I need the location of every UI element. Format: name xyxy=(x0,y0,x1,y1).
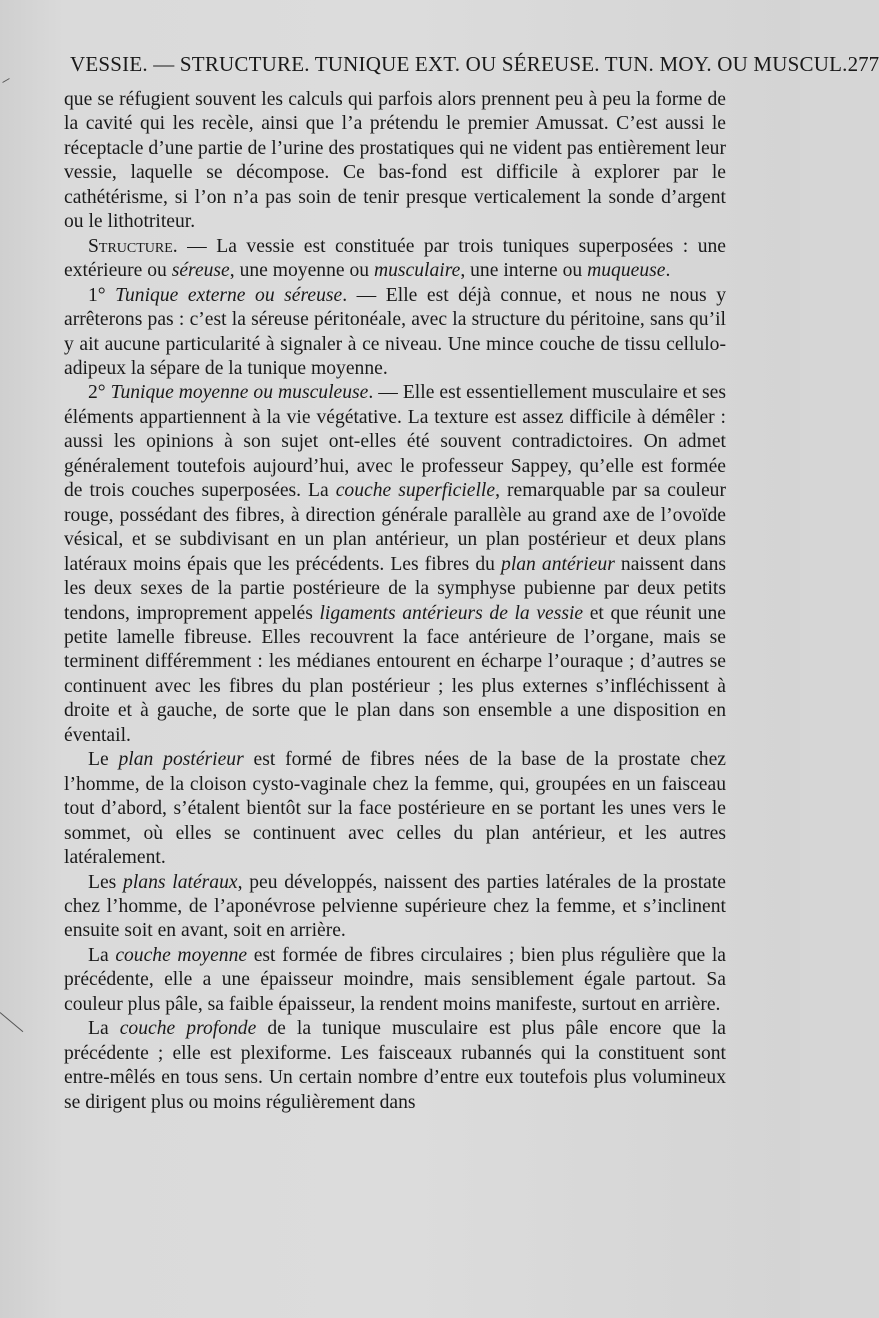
italic-term: musculaire xyxy=(373,260,461,282)
paragraph-p3 xyxy=(64,284,726,382)
italic-term: plan antérieur xyxy=(501,553,615,575)
italic-term: Tunique externe ou séreuse xyxy=(115,284,343,306)
text-run: . — Elle est essentiellement musculaire et ses éléments appartiennent à la vie végétative. La texture est assez difficile à démêler : aussi les opinions à son sujet ont-elles été souvent contradictoires. On admet généralement toutefois aujourd’hui, avec le professeur Sappey, qu’elle est formée de trois couches superposées. La xyxy=(64,382,727,502)
text-run: 1° xyxy=(88,284,116,306)
italic-term: Tunique moyenne ou musculeuse xyxy=(110,382,369,404)
text-run: Le xyxy=(88,749,119,771)
paragraph-p5 xyxy=(64,748,726,870)
italic-term: plans latéraux xyxy=(123,871,238,893)
text-run: Les xyxy=(88,871,124,893)
italic-term: couche superficielle xyxy=(335,480,496,502)
text-run: La xyxy=(88,1018,120,1040)
page-header xyxy=(70,52,879,86)
scan-edge-mark xyxy=(0,1012,23,1032)
paragraph-p4 xyxy=(64,381,726,748)
text-run: , peu développés, naissent des parties latérales de la prostate chez l’homme, de l’aponévrose pelvienne supérieure chez la femme, et s’inclinent ensuite soit en avant, soit en arrière. xyxy=(64,871,726,942)
text-run: , une moyenne ou xyxy=(229,260,374,282)
paragraph-p8 xyxy=(64,1017,726,1115)
italic-term: ligaments antérieurs de la vessie xyxy=(319,602,584,624)
italic-term: muqueuse xyxy=(587,260,666,282)
text-run: , une interne ou xyxy=(460,260,588,282)
text-run: naissent dans les deux sexes de la partie postérieure de la symphyse pubienne par deux petits tendons, improprement appelés xyxy=(64,553,727,624)
italic-term: séreuse xyxy=(171,260,230,282)
text-run: , remarquable par sa couleur rouge, possédant des fibres, à direction générale parallèle au grand axe de l’ovoïde vésical, et se subdivisant en un plan antérieur, un plan postérieur et deux plans latéraux moins épais que les précédents. Les fibres du xyxy=(64,480,726,575)
text-run: et que réunit une petite lamelle fibreuse. Elles recouvrent la face antérieure de l’organe, mais se terminent différemment : les médianes entourent en écharpe l’ouraque ; d’autres se continuent avec les fibres du plan postérieur ; les plus externes s’infléchissent à droite et à gauche, de sorte que le plan dans son ensemble a une disposition en éventail. xyxy=(64,602,726,746)
text-run: que se réfugient souvent les calculs qui parfois alors prennent peu à peu la forme de la cavité qui les recèle, ainsi que l’a prétendu le premier Amussat. C’est aussi le réceptacle d’une partie de l’urine des prostatiques qui ne vident pas entièrement leur vessie, laquelle se décompose. Ce bas-fond est difficile à explorer par le cathétérisme, si l’on n’a pas soin de tenir presque verticalement la sonde d’argent ou le lithotriteur. xyxy=(64,89,726,233)
paragraph-p7 xyxy=(64,944,726,1017)
text-run: La xyxy=(88,944,116,966)
italic-term: couche profonde xyxy=(119,1018,257,1040)
italic-term: couche moyenne xyxy=(115,944,248,966)
text-run: 2° xyxy=(88,382,111,404)
page-number: 277 xyxy=(847,52,879,76)
running-head: VESSIE. — STRUCTURE. TUNIQUE EXT. OU SÉREUSE. TUN. MOY. OU MUSCUL. xyxy=(70,52,848,76)
text-run: . — La vessie est constituée par trois tuniques superposées : une extérieure ou xyxy=(64,235,726,282)
paragraph-p2 xyxy=(64,235,726,284)
italic-term: plan postérieur xyxy=(118,749,244,771)
paragraph-p1 xyxy=(64,88,726,235)
paragraph-p6 xyxy=(64,871,726,944)
section-heading: Structure xyxy=(88,235,173,257)
text-run: de la tunique musculaire est plus pâle encore que la précédente ; elle est plexiforme. Les faisceaux rubannés qui la constituent sont entre-mêlés en tous sens. Un certain nombre d’entre eux toutefois plus volumineux se dirigent plus ou moins régulièrement dans xyxy=(64,1018,726,1113)
text-run: . — Elle est déjà connue, et nous ne nous y arrêterons pas : c’est la séreuse péritonéale, avec la structure du péritoine, sans qu’il y ait aucune particularité à signaler à ce niveau. Une mince couche de tissu cellulo-adipeux la sépare de la tunique moyenne. xyxy=(64,284,726,379)
scan-edge-mark xyxy=(2,78,9,83)
text-run: est formé de fibres nées de la base de la prostate chez l’homme, de la cloison cysto-vaginale chez la femme, qui, groupées en un faisceau tout d’abord, s’étalent bientôt sur la face postérieure en se portant les unes vers le sommet, où elles se continuent avec celles du plan antérieur, et les autres latéralement. xyxy=(64,749,726,869)
text-run: est formée de fibres circulaires ; bien plus régulière que la précédente, elle a une épaisseur moindre, mais sensiblement égale partout. Sa couleur plus pâle, sa faible épaisseur, la rendent moins manifeste, surtout en arrière. xyxy=(64,944,726,1015)
body-text xyxy=(64,88,726,1115)
text-run: . xyxy=(665,260,671,282)
